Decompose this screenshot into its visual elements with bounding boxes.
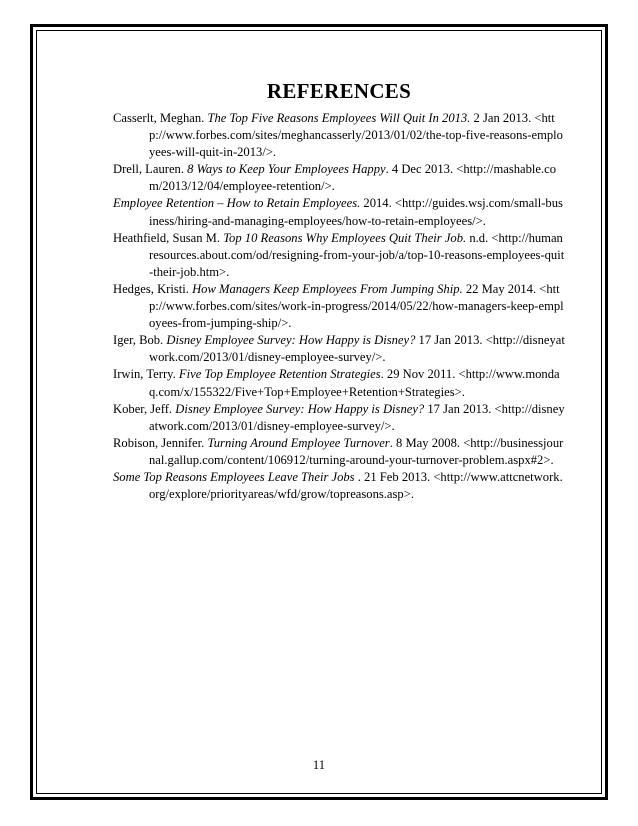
reference-list — [113, 110, 565, 503]
reference-date: . 21 Feb 2013. — [354, 469, 434, 484]
reference-item — [113, 469, 565, 503]
reference-work-title: The Top Five Reasons Employees Will Quit In 2013. — [207, 111, 471, 125]
reference-url: <http://disneyatwork.com/2013/01/disney-employee-survey/>. — [149, 333, 565, 365]
reference-author: Iger, Bob. — [113, 333, 167, 348]
reference-date: . 8 May 2008. — [389, 435, 464, 450]
references-section — [113, 78, 565, 503]
reference-work-title: Turning Around Employee Turnover — [207, 435, 390, 450]
reference-url: <http://www.forbes.com/sites/work-in-progress/2014/05/22/how-managers-keep-employees-from-jumping-ship/>. — [149, 281, 564, 331]
reference-author: Hedges, Kristi. — [113, 281, 193, 296]
reference-item — [113, 161, 565, 195]
reference-item — [113, 332, 565, 366]
reference-url: <http://www.attcnetwork.org/explore/priorityareas/wfd/grow/topreasons.asp>. — [149, 469, 563, 502]
reference-item — [113, 230, 565, 281]
reference-work-title: Some Top Reasons Employees Leave Their Jobs — [113, 469, 355, 484]
reference-date: 2 Jan 2013. — [470, 111, 535, 125]
reference-work-title: Five Top Employee Retention Strategies — [178, 367, 381, 382]
reference-author: Casserlt, Meghan. — [113, 111, 208, 125]
reference-item — [113, 195, 565, 229]
reference-work-title: 8 Ways to Keep Your Employees Happy — [187, 162, 386, 177]
reference-work-title: Disney Employee Survey: How Happy is Disney? — [166, 333, 416, 348]
reference-url: <http://businessjournal.gallup.com/content/106912/turning-around-your-turnover-problem.aspx#2>. — [149, 435, 564, 467]
reference-item — [113, 110, 565, 161]
reference-date: 2014. — [360, 196, 395, 211]
reference-item — [113, 435, 565, 469]
page-title: REFERENCES — [266, 79, 412, 103]
reference-date: 22 May 2014. — [462, 281, 540, 296]
reference-url: <http://disneyatwork.com/2013/01/disney-employee-survey/>. — [149, 401, 565, 433]
reference-url: <http://guides.wsj.com/small-business/hiring-and-managing-employees/how-to-retain-employees/>. — [149, 196, 563, 228]
reference-date: . 4 Dec 2013. — [385, 162, 457, 177]
reference-work-title: How Managers Keep Employees From Jumping Ship. — [192, 281, 463, 296]
reference-work-title: Employee Retention – How to Retain Employees. — [113, 196, 361, 211]
reference-url: <http://www.mondaq.com/x/155322/Five+Top+Employee+Retention+Strategies>. — [149, 367, 560, 399]
reference-author: Drell, Lauren. — [113, 162, 188, 177]
page-number: 11 — [312, 758, 326, 772]
reference-author: Heathfield, Susan M. — [113, 230, 224, 245]
reference-url: <http://humanresources.about.com/od/resigning-from-your-job/a/top-10-reasons-employees-quit-their-job.htm>. — [149, 230, 565, 279]
reference-date: 17 Jan 2013. — [424, 401, 495, 416]
reference-date: n.d. — [466, 230, 492, 245]
reference-url: <http://mashable.com/2013/12/04/employee-retention/>. — [149, 162, 557, 194]
reference-author: Kober, Jeff. — [113, 401, 176, 416]
reference-work-title: Top 10 Reasons Why Employees Quit Their Job. — [223, 230, 467, 245]
reference-item — [113, 401, 565, 435]
reference-item — [113, 366, 565, 400]
reference-item — [113, 281, 565, 332]
reference-author: Robison, Jennifer. — [113, 435, 208, 450]
reference-date: . 29 Nov 2011. — [380, 367, 459, 382]
reference-date: 17 Jan 2013. — [415, 333, 486, 348]
reference-author: Irwin, Terry. — [113, 367, 179, 382]
reference-work-title: Disney Employee Survey: How Happy is Disney? — [175, 401, 425, 416]
reference-url: <http://www.forbes.com/sites/meghancasserly/2013/01/02/the-top-five-reasons-employees-will-quit-in-2013/>. — [149, 111, 563, 160]
